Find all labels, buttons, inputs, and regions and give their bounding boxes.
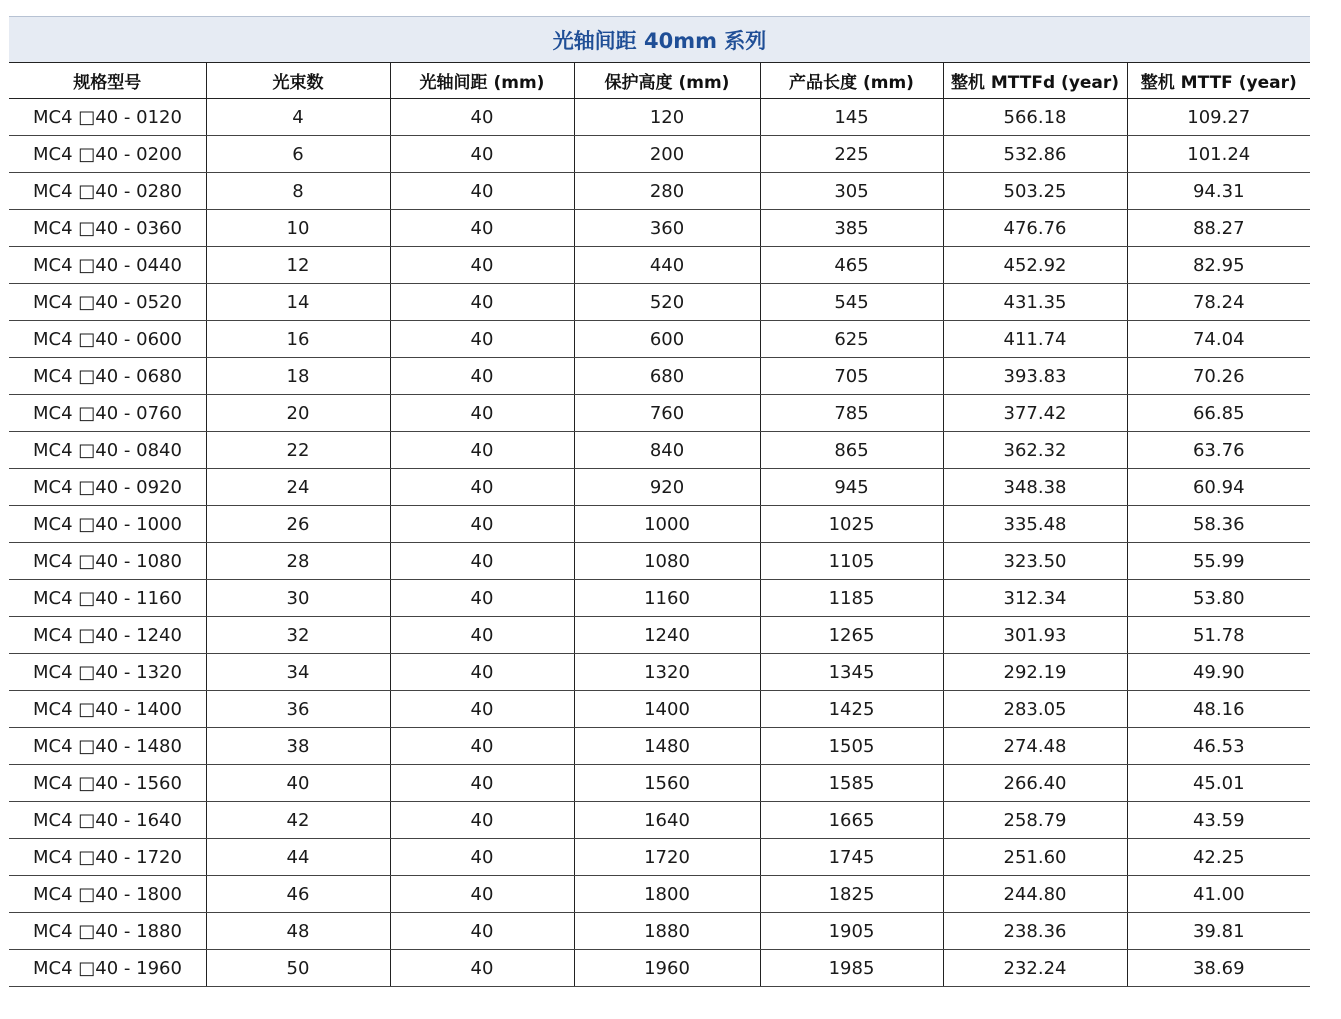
cell-protection-height: 1800: [574, 876, 760, 913]
cell-product-length: 1425: [760, 691, 943, 728]
cell-axis-spacing: 40: [390, 284, 574, 321]
cell-mttfd: 532.86: [943, 136, 1127, 173]
cell-protection-height: 520: [574, 284, 760, 321]
cell-model: MC4 □40 - 1640: [9, 802, 206, 839]
table-row: [9, 617, 1310, 654]
cell-model: MC4 □40 - 1560: [9, 765, 206, 802]
cell-mttf: 41.00: [1127, 876, 1310, 913]
cell-mttf: 49.90: [1127, 654, 1310, 691]
cell-product-length: 305: [760, 173, 943, 210]
table-row: [9, 543, 1310, 580]
cell-protection-height: 280: [574, 173, 760, 210]
cell-model: MC4 □40 - 0600: [9, 321, 206, 358]
cell-model: MC4 □40 - 0360: [9, 210, 206, 247]
cell-mttfd: 335.48: [943, 506, 1127, 543]
table-row: [9, 839, 1310, 876]
cell-mttf: 53.80: [1127, 580, 1310, 617]
cell-protection-height: 1560: [574, 765, 760, 802]
cell-axis-spacing: 40: [390, 876, 574, 913]
cell-protection-height: 120: [574, 99, 760, 136]
cell-protection-height: 1400: [574, 691, 760, 728]
cell-axis-spacing: 40: [390, 210, 574, 247]
cell-mttfd: 283.05: [943, 691, 1127, 728]
cell-product-length: 625: [760, 321, 943, 358]
cell-model: MC4 □40 - 0120: [9, 99, 206, 136]
cell-axis-spacing: 40: [390, 358, 574, 395]
cell-mttf: 55.99: [1127, 543, 1310, 580]
cell-beam-count: 32: [206, 617, 390, 654]
cell-beam-count: 38: [206, 728, 390, 765]
cell-product-length: 1185: [760, 580, 943, 617]
cell-mttfd: 431.35: [943, 284, 1127, 321]
cell-protection-height: 200: [574, 136, 760, 173]
cell-beam-count: 40: [206, 765, 390, 802]
cell-protection-height: 1160: [574, 580, 760, 617]
cell-beam-count: 8: [206, 173, 390, 210]
cell-beam-count: 24: [206, 469, 390, 506]
cell-product-length: 465: [760, 247, 943, 284]
cell-product-length: 785: [760, 395, 943, 432]
cell-mttf: 58.36: [1127, 506, 1310, 543]
cell-beam-count: 22: [206, 432, 390, 469]
cell-protection-height: 760: [574, 395, 760, 432]
cell-product-length: 1585: [760, 765, 943, 802]
table-row: [9, 247, 1310, 284]
header-beam-count: 光束数: [206, 63, 390, 99]
cell-mttf: 45.01: [1127, 765, 1310, 802]
cell-model: MC4 □40 - 0680: [9, 358, 206, 395]
cell-mttf: 63.76: [1127, 432, 1310, 469]
spec-table: [9, 62, 1310, 987]
cell-mttfd: 393.83: [943, 358, 1127, 395]
cell-product-length: 225: [760, 136, 943, 173]
table-row: [9, 728, 1310, 765]
cell-axis-spacing: 40: [390, 913, 574, 950]
cell-product-length: 865: [760, 432, 943, 469]
cell-mttf: 88.27: [1127, 210, 1310, 247]
cell-protection-height: 1720: [574, 839, 760, 876]
cell-beam-count: 16: [206, 321, 390, 358]
cell-product-length: 545: [760, 284, 943, 321]
cell-protection-height: 360: [574, 210, 760, 247]
table-row: [9, 913, 1310, 950]
cell-protection-height: 840: [574, 432, 760, 469]
cell-mttfd: 301.93: [943, 617, 1127, 654]
cell-axis-spacing: 40: [390, 691, 574, 728]
cell-axis-spacing: 40: [390, 432, 574, 469]
cell-axis-spacing: 40: [390, 580, 574, 617]
cell-mttfd: 238.36: [943, 913, 1127, 950]
cell-mttfd: 312.34: [943, 580, 1127, 617]
cell-model: MC4 □40 - 1320: [9, 654, 206, 691]
cell-beam-count: 12: [206, 247, 390, 284]
table-row: [9, 395, 1310, 432]
cell-beam-count: 42: [206, 802, 390, 839]
table-header: [9, 63, 1310, 99]
cell-mttfd: 411.74: [943, 321, 1127, 358]
table-row: [9, 284, 1310, 321]
cell-model: MC4 □40 - 1240: [9, 617, 206, 654]
table-row: [9, 765, 1310, 802]
cell-product-length: 1665: [760, 802, 943, 839]
cell-mttf: 101.24: [1127, 136, 1310, 173]
cell-model: MC4 □40 - 1880: [9, 913, 206, 950]
cell-product-length: 1985: [760, 950, 943, 987]
cell-beam-count: 34: [206, 654, 390, 691]
table-row: [9, 358, 1310, 395]
table-body: [9, 99, 1310, 987]
cell-mttf: 74.04: [1127, 321, 1310, 358]
cell-product-length: 1745: [760, 839, 943, 876]
cell-mttf: 38.69: [1127, 950, 1310, 987]
spec-sheet: [9, 16, 1310, 987]
header-protection-height: 保护高度 (mm): [574, 63, 760, 99]
cell-protection-height: 1000: [574, 506, 760, 543]
cell-mttfd: 323.50: [943, 543, 1127, 580]
cell-mttfd: 258.79: [943, 802, 1127, 839]
cell-model: MC4 □40 - 0760: [9, 395, 206, 432]
table-row: [9, 321, 1310, 358]
table-row: [9, 210, 1310, 247]
cell-model: MC4 □40 - 1400: [9, 691, 206, 728]
cell-mttfd: 362.32: [943, 432, 1127, 469]
cell-beam-count: 36: [206, 691, 390, 728]
header-model: 规格型号: [9, 63, 206, 99]
cell-protection-height: 1240: [574, 617, 760, 654]
cell-axis-spacing: 40: [390, 321, 574, 358]
cell-mttfd: 503.25: [943, 173, 1127, 210]
cell-mttf: 48.16: [1127, 691, 1310, 728]
header-mttfd: 整机 MTTFd (year): [943, 63, 1127, 99]
cell-axis-spacing: 40: [390, 543, 574, 580]
cell-axis-spacing: 40: [390, 765, 574, 802]
cell-model: MC4 □40 - 1800: [9, 876, 206, 913]
cell-product-length: 1825: [760, 876, 943, 913]
cell-beam-count: 50: [206, 950, 390, 987]
cell-mttfd: 232.24: [943, 950, 1127, 987]
cell-beam-count: 48: [206, 913, 390, 950]
cell-beam-count: 4: [206, 99, 390, 136]
table-row: [9, 432, 1310, 469]
cell-mttf: 78.24: [1127, 284, 1310, 321]
cell-mttfd: 348.38: [943, 469, 1127, 506]
cell-model: MC4 □40 - 0200: [9, 136, 206, 173]
table-row: [9, 136, 1310, 173]
cell-product-length: 1105: [760, 543, 943, 580]
cell-protection-height: 1880: [574, 913, 760, 950]
cell-protection-height: 680: [574, 358, 760, 395]
cell-model: MC4 □40 - 1080: [9, 543, 206, 580]
cell-model: MC4 □40 - 0520: [9, 284, 206, 321]
cell-protection-height: 1080: [574, 543, 760, 580]
cell-product-length: 145: [760, 99, 943, 136]
cell-product-length: 385: [760, 210, 943, 247]
cell-mttf: 70.26: [1127, 358, 1310, 395]
cell-beam-count: 20: [206, 395, 390, 432]
cell-protection-height: 440: [574, 247, 760, 284]
cell-model: MC4 □40 - 1960: [9, 950, 206, 987]
table-row: [9, 691, 1310, 728]
cell-axis-spacing: 40: [390, 950, 574, 987]
cell-protection-height: 1320: [574, 654, 760, 691]
cell-product-length: 705: [760, 358, 943, 395]
cell-protection-height: 1480: [574, 728, 760, 765]
cell-mttfd: 476.76: [943, 210, 1127, 247]
cell-product-length: 945: [760, 469, 943, 506]
table-row: [9, 802, 1310, 839]
cell-beam-count: 26: [206, 506, 390, 543]
cell-protection-height: 1960: [574, 950, 760, 987]
cell-beam-count: 46: [206, 876, 390, 913]
cell-axis-spacing: 40: [390, 395, 574, 432]
cell-mttf: 39.81: [1127, 913, 1310, 950]
cell-axis-spacing: 40: [390, 469, 574, 506]
cell-mttf: 42.25: [1127, 839, 1310, 876]
cell-axis-spacing: 40: [390, 654, 574, 691]
cell-model: MC4 □40 - 0440: [9, 247, 206, 284]
table-row: [9, 99, 1310, 136]
cell-model: MC4 □40 - 1480: [9, 728, 206, 765]
table-title: 光轴间距 40mm 系列: [9, 16, 1310, 62]
cell-mttf: 94.31: [1127, 173, 1310, 210]
cell-axis-spacing: 40: [390, 728, 574, 765]
cell-product-length: 1025: [760, 506, 943, 543]
header-mttf: 整机 MTTF (year): [1127, 63, 1310, 99]
cell-mttf: 43.59: [1127, 802, 1310, 839]
cell-mttf: 82.95: [1127, 247, 1310, 284]
cell-model: MC4 □40 - 0280: [9, 173, 206, 210]
cell-mttfd: 292.19: [943, 654, 1127, 691]
table-row: [9, 580, 1310, 617]
cell-model: MC4 □40 - 0840: [9, 432, 206, 469]
cell-model: MC4 □40 - 1160: [9, 580, 206, 617]
cell-model: MC4 □40 - 0920: [9, 469, 206, 506]
cell-mttfd: 266.40: [943, 765, 1127, 802]
table-row: [9, 506, 1310, 543]
cell-product-length: 1265: [760, 617, 943, 654]
cell-mttfd: 251.60: [943, 839, 1127, 876]
cell-protection-height: 920: [574, 469, 760, 506]
cell-beam-count: 10: [206, 210, 390, 247]
cell-mttfd: 244.80: [943, 876, 1127, 913]
cell-axis-spacing: 40: [390, 839, 574, 876]
cell-mttf: 60.94: [1127, 469, 1310, 506]
cell-mttfd: 452.92: [943, 247, 1127, 284]
cell-mttf: 51.78: [1127, 617, 1310, 654]
cell-mttfd: 377.42: [943, 395, 1127, 432]
cell-axis-spacing: 40: [390, 506, 574, 543]
table-row: [9, 469, 1310, 506]
table-row: [9, 654, 1310, 691]
cell-model: MC4 □40 - 1720: [9, 839, 206, 876]
cell-beam-count: 44: [206, 839, 390, 876]
cell-mttf: 66.85: [1127, 395, 1310, 432]
cell-mttf: 46.53: [1127, 728, 1310, 765]
cell-axis-spacing: 40: [390, 617, 574, 654]
cell-product-length: 1345: [760, 654, 943, 691]
cell-axis-spacing: 40: [390, 99, 574, 136]
cell-mttfd: 566.18: [943, 99, 1127, 136]
header-row: [9, 63, 1310, 99]
cell-beam-count: 18: [206, 358, 390, 395]
cell-protection-height: 600: [574, 321, 760, 358]
header-product-length: 产品长度 (mm): [760, 63, 943, 99]
cell-axis-spacing: 40: [390, 136, 574, 173]
cell-protection-height: 1640: [574, 802, 760, 839]
cell-beam-count: 6: [206, 136, 390, 173]
cell-axis-spacing: 40: [390, 802, 574, 839]
header-axis-spacing: 光轴间距 (mm): [390, 63, 574, 99]
cell-beam-count: 14: [206, 284, 390, 321]
cell-mttfd: 274.48: [943, 728, 1127, 765]
cell-model: MC4 □40 - 1000: [9, 506, 206, 543]
cell-beam-count: 28: [206, 543, 390, 580]
cell-mttf: 109.27: [1127, 99, 1310, 136]
cell-beam-count: 30: [206, 580, 390, 617]
table-row: [9, 876, 1310, 913]
table-row: [9, 950, 1310, 987]
cell-product-length: 1505: [760, 728, 943, 765]
cell-axis-spacing: 40: [390, 247, 574, 284]
cell-axis-spacing: 40: [390, 173, 574, 210]
table-row: [9, 173, 1310, 210]
cell-product-length: 1905: [760, 913, 943, 950]
